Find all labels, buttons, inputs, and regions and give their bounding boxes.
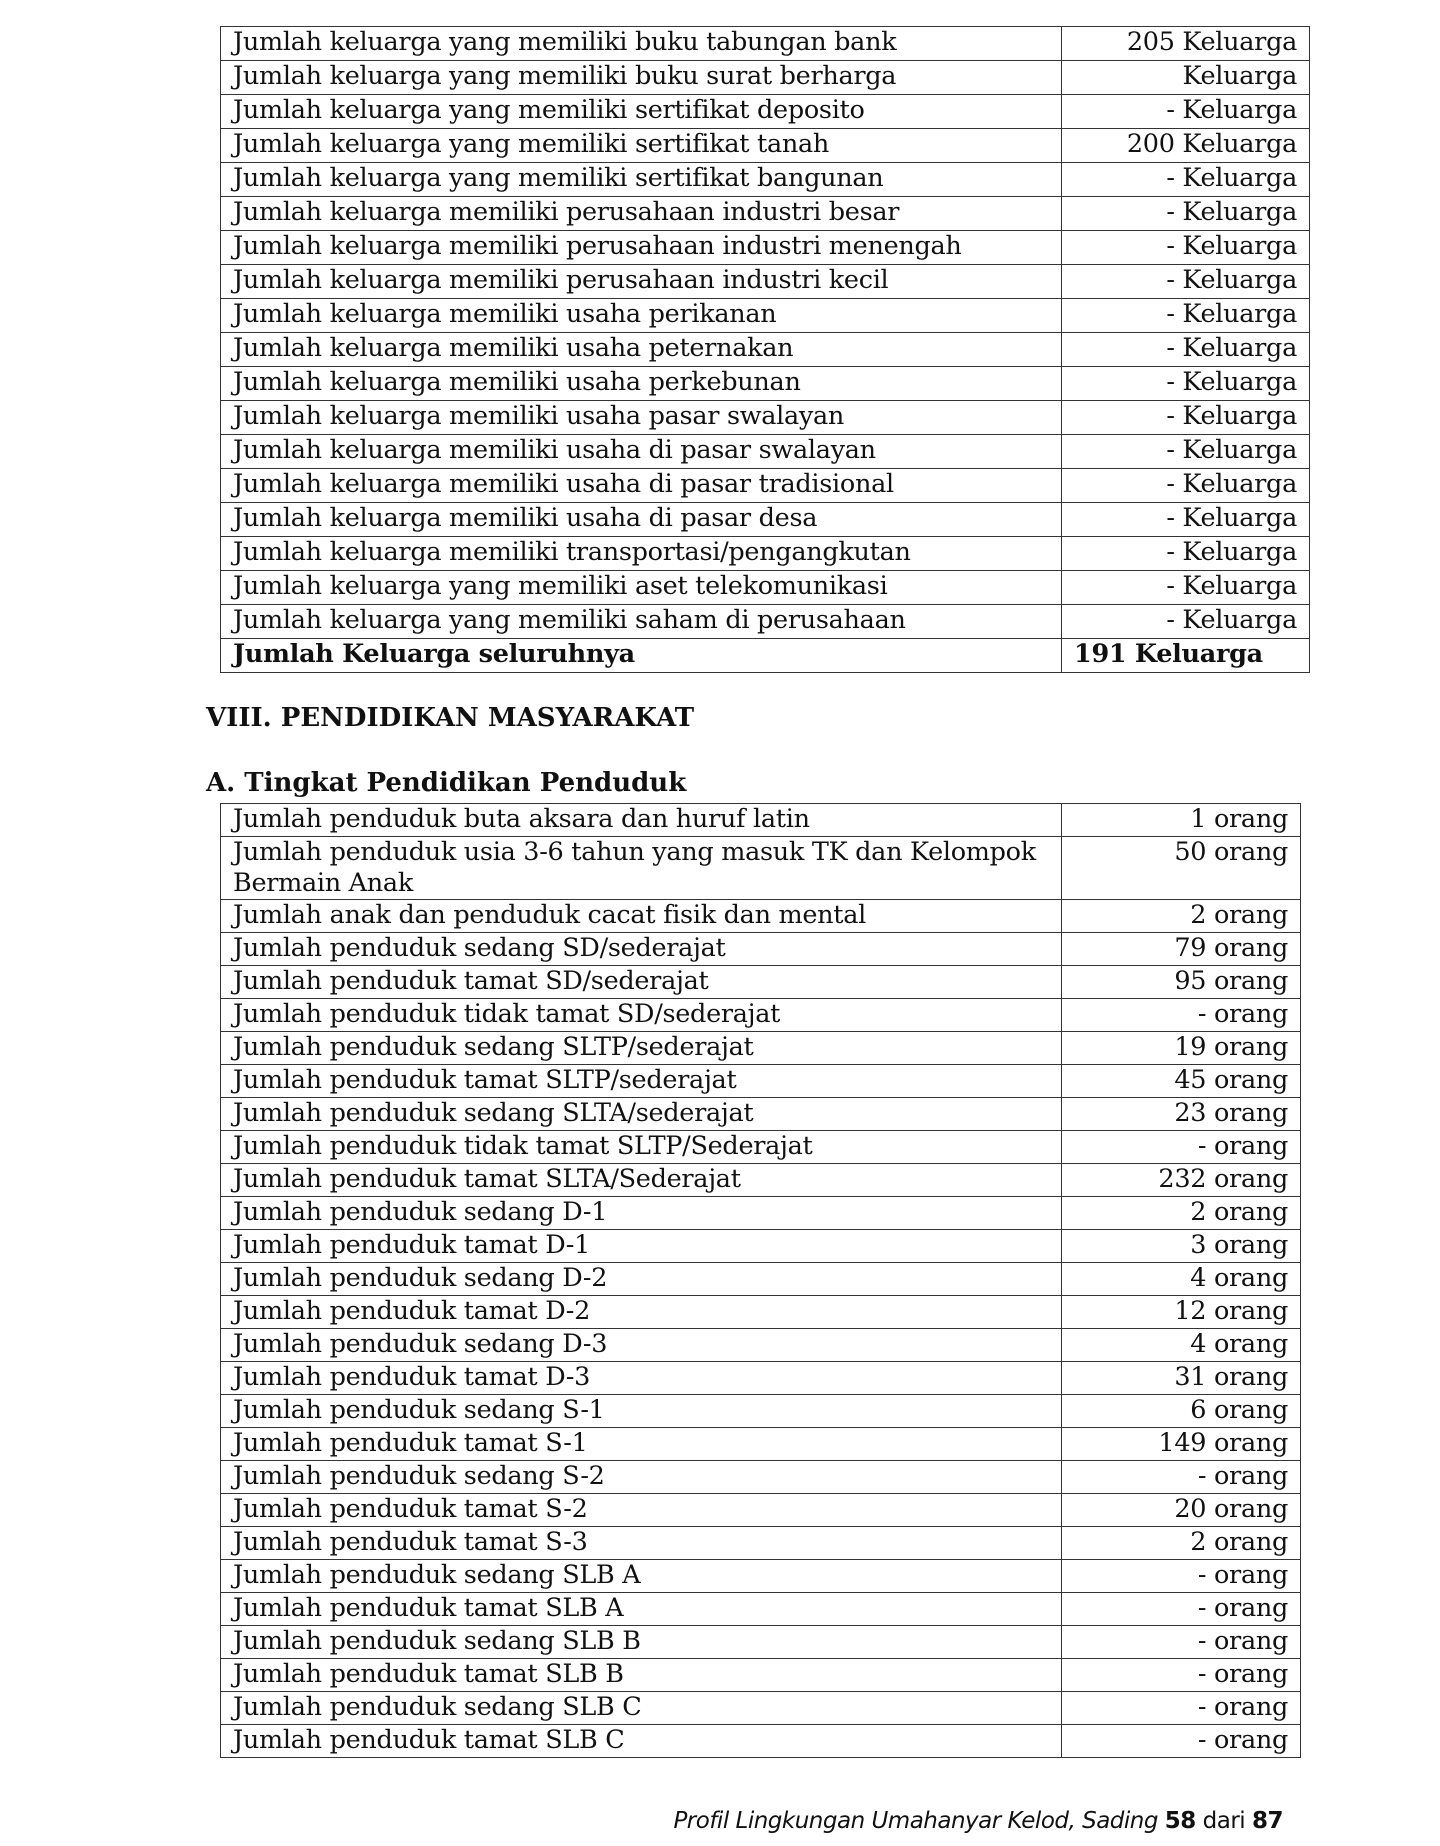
row-value: - Keluarga [1062,401,1310,435]
row-label: Jumlah penduduk tamat D-1 [221,1230,1062,1263]
row-value: 4 orang [1062,1263,1301,1296]
row-label: Jumlah penduduk sedang D-1 [221,1197,1062,1230]
row-value: - Keluarga [1062,265,1310,299]
row-label: Jumlah penduduk tamat S-2 [221,1494,1062,1527]
row-label: Jumlah penduduk buta aksara dan huruf latin [221,804,1062,837]
table-row [221,231,1310,265]
row-value: 19 orang [1062,1032,1301,1065]
row-value: 23 orang [1062,1098,1301,1131]
table-row [221,605,1310,639]
table-row [221,1527,1301,1560]
row-value: - Keluarga [1062,197,1310,231]
table-row [221,61,1310,95]
row-label: Jumlah penduduk sedang SLB B [221,1626,1062,1659]
table-row [221,95,1310,129]
table-row [221,1626,1301,1659]
row-value: 79 orang [1062,933,1301,966]
row-label: Jumlah keluarga memiliki perusahaan industri kecil [221,265,1062,299]
row-value: - orang [1062,1131,1301,1164]
table-row [221,1230,1301,1263]
table-row [221,367,1310,401]
row-label: Jumlah keluarga memiliki usaha perkebunan [221,367,1062,401]
table-row [221,999,1301,1032]
table-row [221,401,1310,435]
row-value: 45 orang [1062,1065,1301,1098]
row-label: Jumlah penduduk usia 3-6 tahun yang masuk TK dan Kelompok Bermain Anak [221,837,1062,900]
table-row [221,1395,1301,1428]
row-value: 50 orang [1062,837,1301,900]
table-row [221,1296,1301,1329]
row-value: Keluarga [1062,61,1310,95]
table-row [221,1197,1301,1230]
table-row [221,503,1310,537]
row-label: Jumlah penduduk tamat S-1 [221,1428,1062,1461]
row-value: - Keluarga [1062,163,1310,197]
page-footer [673,1808,1283,1834]
row-value: - orang [1062,1593,1301,1626]
row-value: - Keluarga [1062,503,1310,537]
table-row [221,1428,1301,1461]
table-row [221,469,1310,503]
table-row [221,1461,1301,1494]
row-label: Jumlah keluarga yang memiliki sertifikat bangunan [221,163,1062,197]
table-row [221,1494,1301,1527]
table-row [221,27,1310,61]
row-label: Jumlah penduduk sedang S-2 [221,1461,1062,1494]
row-value: - orang [1062,1692,1301,1725]
row-value: 12 orang [1062,1296,1301,1329]
row-label: Jumlah penduduk sedang SLTA/sederajat [221,1098,1062,1131]
table-row [221,804,1301,837]
row-label: Jumlah keluarga yang memiliki buku tabungan bank [221,27,1062,61]
row-label: Jumlah keluarga yang memiliki sertifikat deposito [221,95,1062,129]
row-value: - Keluarga [1062,367,1310,401]
row-label: Jumlah keluarga memiliki perusahaan industri besar [221,197,1062,231]
footer-page-number: 58 [1164,1808,1196,1834]
row-label: Jumlah anak dan penduduk cacat fisik dan mental [221,900,1062,933]
row-value: 20 orang [1062,1494,1301,1527]
table-row [221,1065,1301,1098]
row-label: Jumlah keluarga yang memiliki buku surat berharga [221,61,1062,95]
row-label: Jumlah penduduk tamat SLTP/sederajat [221,1065,1062,1098]
row-label: Jumlah penduduk sedang D-3 [221,1329,1062,1362]
row-value: - Keluarga [1062,571,1310,605]
table-row [221,1032,1301,1065]
row-value: - Keluarga [1062,333,1310,367]
row-value: 95 orang [1062,966,1301,999]
row-value: 1 orang [1062,804,1301,837]
row-label: Jumlah keluarga yang memiliki aset telekomunikasi [221,571,1062,605]
table-row [221,1725,1301,1758]
row-label: Jumlah penduduk sedang D-2 [221,1263,1062,1296]
row-value: - Keluarga [1062,469,1310,503]
row-label: Jumlah penduduk tidak tamat SD/sederajat [221,999,1062,1032]
row-value: 200 Keluarga [1062,129,1310,163]
row-value: 2 orang [1062,1527,1301,1560]
row-value: 31 orang [1062,1362,1301,1395]
subsection-heading: A. Tingkat Pendidikan Penduduk [206,768,687,798]
row-label: Jumlah keluarga memiliki usaha pasar swalayan [221,401,1062,435]
row-value: 6 orang [1062,1395,1301,1428]
row-label: Jumlah penduduk sedang SLTP/sederajat [221,1032,1062,1065]
table-row [221,129,1310,163]
row-value: - Keluarga [1062,95,1310,129]
footer-sep: dari [1202,1808,1246,1834]
row-value: - Keluarga [1062,231,1310,265]
row-value: - orang [1062,1626,1301,1659]
table-row [221,571,1310,605]
table-row [221,333,1310,367]
total-row [221,639,1310,673]
table-row [221,966,1301,999]
row-label: Jumlah keluarga memiliki perusahaan industri menengah [221,231,1062,265]
row-label: Jumlah Keluarga seluruhnya [221,639,1062,673]
row-label: Jumlah penduduk sedang SLB C [221,1692,1062,1725]
row-value: - Keluarga [1062,299,1310,333]
row-label: Jumlah penduduk sedang SD/sederajat [221,933,1062,966]
row-value: 2 orang [1062,1197,1301,1230]
row-value: 3 orang [1062,1230,1301,1263]
row-label: Jumlah keluarga memiliki usaha peternakan [221,333,1062,367]
table-row [221,1131,1301,1164]
table-row [221,435,1310,469]
table-row [221,163,1310,197]
row-value: 149 orang [1062,1428,1301,1461]
table-row [221,299,1310,333]
row-label: Jumlah keluarga memiliki usaha perikanan [221,299,1062,333]
row-value: - orang [1062,1560,1301,1593]
row-label: Jumlah keluarga yang memiliki saham di perusahaan [221,605,1062,639]
row-label: Jumlah penduduk tamat S-3 [221,1527,1062,1560]
footer-total-pages: 87 [1251,1808,1283,1834]
row-value: - orang [1062,1725,1301,1758]
row-label: Jumlah penduduk tamat SLB C [221,1725,1062,1758]
row-label: Jumlah penduduk tamat SLB A [221,1593,1062,1626]
table-row [221,197,1310,231]
row-value: - Keluarga [1062,605,1310,639]
row-label: Jumlah penduduk tamat D-3 [221,1362,1062,1395]
table-row [221,1593,1301,1626]
row-value: - orang [1062,1659,1301,1692]
row-label: Jumlah keluarga memiliki usaha di pasar desa [221,503,1062,537]
table-row [221,1659,1301,1692]
section-heading: VIII. PENDIDIKAN MASYARAKAT [206,703,695,733]
row-label: Jumlah penduduk tamat D-2 [221,1296,1062,1329]
row-label: Jumlah penduduk tamat SLB B [221,1659,1062,1692]
row-value: 4 orang [1062,1329,1301,1362]
table-row [221,1560,1301,1593]
table-row [221,900,1301,933]
row-value: - Keluarga [1062,435,1310,469]
row-value: 191 Keluarga [1062,639,1310,673]
row-value: 232 orang [1062,1164,1301,1197]
row-value: 2 orang [1062,900,1301,933]
table-row [221,1329,1301,1362]
family-assets-table [220,26,1310,673]
row-value: - orang [1062,999,1301,1032]
table-row [221,933,1301,966]
row-value: - Keluarga [1062,537,1310,571]
row-label: Jumlah keluarga memiliki usaha di pasar tradisional [221,469,1062,503]
table-row [221,1362,1301,1395]
table-row [221,837,1301,900]
row-label: Jumlah keluarga memiliki usaha di pasar swalayan [221,435,1062,469]
table-row [221,265,1310,299]
table-row [221,1263,1301,1296]
footer-title: Profil Lingkungan Umahanyar Kelod, Sading [673,1808,1158,1834]
table-row [221,1164,1301,1197]
row-label: Jumlah keluarga memiliki transportasi/pengangkutan [221,537,1062,571]
row-label: Jumlah penduduk tamat SLTA/Sederajat [221,1164,1062,1197]
row-label: Jumlah penduduk sedang S-1 [221,1395,1062,1428]
table-row [221,1692,1301,1725]
row-value: 205 Keluarga [1062,27,1310,61]
row-label: Jumlah penduduk tamat SD/sederajat [221,966,1062,999]
table-row [221,1098,1301,1131]
row-label: Jumlah penduduk sedang SLB A [221,1560,1062,1593]
table-row [221,537,1310,571]
row-value: - orang [1062,1461,1301,1494]
row-label: Jumlah penduduk tidak tamat SLTP/Sederajat [221,1131,1062,1164]
row-label: Jumlah keluarga yang memiliki sertifikat tanah [221,129,1062,163]
education-level-table [220,803,1301,1758]
